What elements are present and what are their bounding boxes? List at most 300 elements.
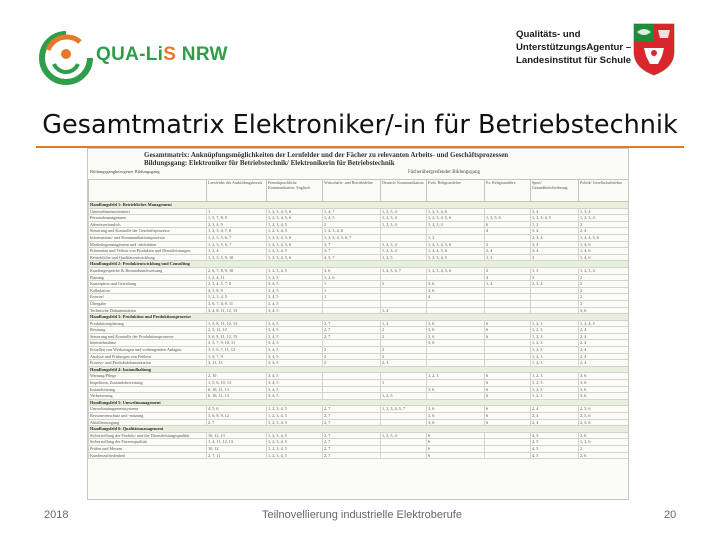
table-cell: 1, 2, 4, 5 [579,320,629,327]
table-cell [381,439,427,446]
table-cell: 10, 12, 13 [207,432,267,439]
table-cell: 3, 6 [427,320,485,327]
table-cell: Prüfen und Messen [89,445,207,452]
table-cell: 2, 3, 4, 9 [207,221,267,228]
table-cell: 3, 6 [427,340,485,347]
table-cell: 3, 4 [531,248,579,255]
table-cell: 3, 4, 5 [267,353,323,360]
table-row [89,353,629,360]
field-header-row [89,426,629,433]
table-cell: 2, 5, 11, 12 [207,327,267,334]
table-cell: 3, 6 [579,307,629,314]
table-cell: 2, 4 [579,333,629,340]
table-cell: 2, 6, 7, 8, 9, 10 [207,267,267,274]
table-cell: 6 [485,320,531,327]
table-row [89,380,629,387]
table-cell: 3, 6, 8, 9, 12 [207,413,267,420]
table-cell: 3, 6 [427,281,485,288]
table-row [89,347,629,354]
table-cell: 1, 2, 3, 4 [381,215,427,222]
table-cell: 1, 4, 6 [579,254,629,261]
table-cell [323,373,381,380]
table-row [89,241,629,248]
table-cell: 6, 10, 11, 13 [207,386,267,393]
table-cell: 3, 6 [579,386,629,393]
table-cell: 2 [381,347,427,354]
table-cell [485,340,531,347]
table-cell: 1, 2, 3, 4, 5, 6 [267,234,323,241]
table-cell [427,274,485,281]
table-cell: 6 [485,419,531,426]
table-cell: 1, 2, 3 [427,373,485,380]
table-cell: 1, 2, 3, 4 [427,221,485,228]
table-cell: 1, 2, 5 [381,254,427,261]
table-cell: 1, 2, 3, 4, 5 [267,439,323,446]
table-row [89,281,629,288]
table-cell: 6 [485,221,531,228]
table-cell: 1, 2, 3 [531,340,579,347]
table-cell: 2, 4 [531,406,579,413]
header-cell [89,180,207,202]
table-cell: 1, 5, 6, 10, 13 [207,380,267,387]
header-cell: Sport/ Gesundheitsförderung [531,180,579,202]
table-row [89,327,629,334]
table-cell: 3, 4, 5 [267,333,323,340]
table-cell: Instandsetzung [89,386,207,393]
nrw-crest-icon [632,22,676,76]
table-cell [323,340,381,347]
table-cell [485,294,531,301]
table-cell [381,445,427,452]
table-cell: Abfallentsorgung [89,419,207,426]
table-cell: 2, 4 [579,327,629,334]
table-cell: 1, 2, 3, 4, 5, 6 [267,215,323,222]
table-row [89,215,629,222]
table-row [89,294,629,301]
table-cell: Handlungsfeld 4: Instandhaltung [89,366,629,373]
table-cell: 6 [427,445,485,452]
table-cell: 3 [531,274,579,281]
footer-title: Teilnovellierung industrielle Elektroberufe [262,509,462,521]
table-cell: 2 [323,360,381,367]
table-cell: Handlungsfeld 3: Produktion und Produktionsprozesse [89,314,629,321]
table-cell [485,452,531,459]
table-cell [323,300,381,307]
table-cell: Sicherstellung der Prozessqualität [89,439,207,446]
table-cell: 1, 2, 3, 4, 5 [427,254,485,261]
table-cell: 1, 2, 3 [267,274,323,281]
table-cell: 1, 2, 3, 4 [381,432,427,439]
table-cell: 2, 6 [579,452,629,459]
table-cell [381,413,427,420]
table-cell: 2, 4 [579,340,629,347]
table-cell: 3, 6 [579,380,629,387]
table-cell: Produktionsplanung [89,320,207,327]
header-cell: Ev. Religionslehre [485,180,531,202]
table-cell: Planung [89,274,207,281]
table-cell: 2, 7 [323,333,381,340]
table-cell: 3, 4, 5 [267,327,323,334]
table-cell: 6 [485,413,531,420]
table-cell [531,287,579,294]
table-cell [381,386,427,393]
qualis-emblem-icon [38,30,94,86]
table-cell: 2 [579,287,629,294]
table-cell: 4, 5 [531,439,579,446]
table-cell: 1, 2, 3, 4, 6 [427,208,485,215]
page-title: Gesamtmatrix Elektroniker/-in für Betriebstechnik [42,110,678,140]
table-cell: 3, 6 [427,327,485,334]
table-row [89,452,629,459]
table-cell: 1, 2, 3, 4 [381,248,427,255]
table-cell [485,360,531,367]
table-cell: 1, 2, 3, 5, 6, 7 [207,234,267,241]
table-cell: 6 [485,373,531,380]
table-cell [485,300,531,307]
table-cell: 2, 7 [323,439,381,446]
table-cell: 1, 2 [427,234,485,241]
table-row [89,373,629,380]
table-cell [381,300,427,307]
table-cell: Sicherstellung der Produkt- und der Dienstleistungsqualität [89,432,207,439]
table-cell: 4, 5, 6 [207,406,267,413]
table-cell: 3, 4 [531,241,579,248]
table-cell: 1, 3 [531,267,579,274]
table-row [89,287,629,294]
table-cell: 1, 2, 3 [531,347,579,354]
table-row [89,432,629,439]
table-cell: Übergabe [89,300,207,307]
table-cell: 1, 2, 3 [531,360,579,367]
table-row [89,320,629,327]
table-cell: 6 [485,333,531,340]
table-cell: 1, 2, 3, 4 [579,267,629,274]
table-cell: 2, 7 [323,320,381,327]
table-cell: 2 [485,241,531,248]
table-cell [485,347,531,354]
table-cell: 1, 2, 3 [531,373,579,380]
table-cell: 1, 2, 3, 4, 5, 7 [381,406,427,413]
table-cell: Handlungsfeld 2: Produktentwicklung und Consulting [89,261,629,268]
table-cell: 3, 4, 5 [267,373,323,380]
field-header-row [89,399,629,406]
document-heading: Gesamtmatrix: Anknüpfungsmöglichkeiten der Lernfelder und der Fächer zu relevanten Arbeits- und Geschäftsprozessen Bildungsgang: Elektroniker für Betriebstechnik/ Elektronikerin für Betriebstechnik [144,151,509,167]
table-cell: 3, 4 [531,228,579,235]
table-cell: 2 [579,274,629,281]
table-cell: Inspektion, Zustandsbewertung [89,380,207,387]
table-cell: 6 [485,386,531,393]
table-cell: 4, 5, 8, 9 [207,287,267,294]
table-cell: 1, 2, 3, 4, 5 [267,248,323,255]
qualis-logo [38,28,228,88]
table-cell: Kalkulation [89,287,207,294]
table-cell: Betriebliche und Qualitätsentwicklung [89,254,207,261]
table-cell [381,274,427,281]
table-cell: 3, 6 [427,386,485,393]
table-cell: 4, 5 [531,432,579,439]
table-cell: 6 [427,432,485,439]
table-cell: Unternehmensorientiert [89,208,207,215]
table-cell: 1, 2, 3, 4, 6 [323,228,381,235]
table-cell: 1, 2, 4, 11 [207,274,267,281]
table-cell [427,300,485,307]
table-row [89,234,629,241]
table-cell: 1, 4, 11, 12, 13 [207,439,267,446]
table-cell: 3, 6 [579,393,629,400]
table-cell: 3, 6, 7, 8, 9, 11 [207,300,267,307]
table-cell: 3, 4, 5 [267,300,323,307]
table-cell: 6 [485,406,531,413]
table-cell: 2, 7 [323,406,381,413]
table-row [89,393,629,400]
table-cell: 1, 2, 3, 4, 5 [207,294,267,301]
table-cell: Erstellen von Werkzeugen und vorbeugenden Anlagen [89,347,207,354]
table-row [89,228,629,235]
corner-label: Bildungsgangbezogener Bildungsgang [90,169,160,174]
table-cell: 2, 3 [381,360,427,367]
table-cell: 1, 4, 6 [579,248,629,255]
table-cell: 3, 4, 5 [267,320,323,327]
table-cell [427,307,485,314]
table-cell: 1, 3, 4 [579,208,629,215]
table-cell: 3, 11, 13 [207,360,267,367]
header-cell: Deutsch/ Kommunikation [381,180,427,202]
table-cell: 1, 2, 3, 4, 5, 6, 7 [323,234,381,241]
table-row [89,274,629,281]
table-cell: 3, 6 [427,413,485,420]
table-cell: 1, 2, 3, 4, 7, 8 [207,228,267,235]
table-cell [531,300,579,307]
field-header-row [89,314,629,321]
table-cell [381,234,427,241]
table-cell [427,393,485,400]
table-cell: 3, 4, 5 [267,347,323,354]
table-cell: 1, 2, 3 [381,393,427,400]
table-row [89,439,629,446]
table-row [89,360,629,367]
table-cell: 1, 2, 3, 4, 5 [267,419,323,426]
table-cell: 2 [381,333,427,340]
table-cell: 3, 6 [323,267,381,274]
table-cell: 1, 5, 8, 11, 12, 13 [207,320,267,327]
header-cell: Evth. Religionslehre [427,180,485,202]
table-cell: 6 [485,393,531,400]
table-cell: Ressourcenschutz und -nutzung [89,413,207,420]
table-cell: 3, 4, 5 [267,287,323,294]
table-cell: 1, 6, 7, 9 [207,353,267,360]
table-cell [485,287,531,294]
table-cell: 3, 4, 5 [267,307,323,314]
table-cell: 2, 4 [579,347,629,354]
table-cell: 2 [381,353,427,360]
table-cell: 1, 4 [381,307,427,314]
table-cell: 2 [323,353,381,360]
table-cell: 1, 2, 3, 4 [381,221,427,228]
table-cell: 2 [323,221,381,228]
table-cell: 3, 6 [427,406,485,413]
table-cell: 1, 2 [381,320,427,327]
table-cell: 2, 7 [323,419,381,426]
table-cell: 6 [485,380,531,387]
matrix-body [89,202,629,459]
table-cell [381,373,427,380]
header-row [89,180,629,202]
table-cell: 1, 2, 4, 5, 6 [427,248,485,255]
table-cell: 1, 2, 3, 4, 5, 6 [427,215,485,222]
table-cell: 1, 2, 3, 4, 5 [267,267,323,274]
table-cell: Handlungsfeld 1: Betriebliches Management [89,202,629,209]
table-cell: 3 [579,221,629,228]
table-cell: 1, 2, 3, 4, 5, 6 [267,254,323,261]
table-cell: 2, 7, 11 [207,452,267,459]
table-cell [531,307,579,314]
table-cell: 1, 2, 3, 4 [381,208,427,215]
sub-label: Fächerübergreifender Bildungsgang [408,170,480,175]
table-cell: 1, 2, 3 [531,327,579,334]
table-cell: 1, 2, 3, 4, 5 [267,406,323,413]
table-cell [381,287,427,294]
table-cell: 3, 6 [427,287,485,294]
matrix-table [88,179,629,459]
table-cell: Personalmanagement [89,215,207,222]
table-cell: 3, 4, 5 [267,360,323,367]
table-cell [381,294,427,301]
table-cell: 2, 3, 4 [531,281,579,288]
table-cell: 1, 2, 3, 6, 7 [381,267,427,274]
table-cell: 10, 12 [207,445,267,452]
table-cell: 1, 3, 5, 6 [485,215,531,222]
table-cell: 2 [579,445,629,452]
table-cell: 2 [323,347,381,354]
table-cell: 1, 2, 3, 4, 5 [267,221,323,228]
table-cell: 1, 4, 6 [579,241,629,248]
table-cell [381,419,427,426]
table-cell: 2, 7 [323,327,381,334]
table-row [89,406,629,413]
page-number: 20 [664,509,677,521]
table-cell: 1, 2, 3, 4, 5 [267,445,323,452]
table-cell: Steuerung und Kontrolle der Geschäftsprozesse [89,228,207,235]
table-cell: 3, 4, 5 [267,294,323,301]
table-row [89,445,629,452]
table-cell [323,393,381,400]
table-cell: 3, 7 [323,241,381,248]
table-cell: 2, 5, 6 [579,406,629,413]
field-header-row [89,366,629,373]
table-cell: 1, 2, 3, 4, 5 [267,413,323,420]
table-row [89,208,629,215]
table-cell: 5 [381,281,427,288]
table-cell: Entwurf [89,294,207,301]
table-cell: Analyse und Prüfungen von Fehlern [89,353,207,360]
table-cell [427,347,485,354]
table-cell: 6 [427,439,485,446]
table-cell: Kundenzufriedenheit [89,452,207,459]
table-cell: 3, 6 [579,373,629,380]
table-cell: 4, 5 [531,452,579,459]
table-cell: 1, 2, 3, 4, 5, 6 [267,241,323,248]
field-header-row [89,202,629,209]
table-cell: 1, 3 [485,254,531,261]
table-cell: 2 [485,267,531,274]
table-cell: 6 [485,327,531,334]
table-cell: 2, 7 [323,445,381,452]
table-cell: 3, 5, 6, 7, 11, 12 [207,347,267,354]
table-cell: 2, 6 [579,432,629,439]
table-cell: 1, 2, 3 [531,386,579,393]
table-row [89,413,629,420]
table-cell: 1, 4, 7 [323,208,381,215]
table-cell: 1, 5, 7, 8, 9 [207,215,267,222]
table-cell: 1, 2, 3, 4, 5 [267,432,323,439]
table-cell: Inbetriebnahme [89,340,207,347]
table-row [89,300,629,307]
table-cell [323,386,381,393]
table-cell: 2, 4 [531,419,579,426]
table-row [89,340,629,347]
header-cell: Wirtschafts- und Betriebslehre [323,180,381,202]
table-row [89,307,629,314]
table-cell [485,353,531,360]
table-cell: 1, 2, 3 [531,320,579,327]
table-cell [427,228,485,235]
table-cell: Technische Dokumentation [89,307,207,314]
table-cell: 3, 5, 7, 9, 10, 11 [207,340,267,347]
table-cell [427,380,485,387]
table-cell: 1 [381,380,427,387]
field-header-row [89,261,629,268]
table-cell: 1, 2, 3 [531,393,579,400]
table-cell [485,445,531,452]
table-cell: 2, 4 [531,413,579,420]
table-cell: 2, 7 [207,419,267,426]
table-row [89,419,629,426]
table-cell [485,307,531,314]
table-cell: 2 [381,327,427,334]
table-cell: 2, 4 [579,360,629,367]
table-cell [381,228,427,235]
matrix-document [87,148,629,500]
table-cell: 2, 10 [207,373,267,380]
table-cell: 1 [323,287,381,294]
table-cell: Umweltmanagementsysteme [89,406,207,413]
table-cell: 2, 4 [579,353,629,360]
table-cell [485,208,531,215]
table-cell: Prävention und Verlust von Produkten und Dienstleistungen [89,248,207,255]
table-cell [531,294,579,301]
table-cell: 2, 3, 4, 5, 7, 8 [207,281,267,288]
table-cell: 3, 4 [531,208,579,215]
table-cell: 4 [485,274,531,281]
table-cell: Verbesserung [89,393,207,400]
table-cell: Steuerung und Kontrolle der Produktionsprozesse [89,333,207,340]
table-cell: 1, 2, 3 [531,353,579,360]
table-cell [485,439,531,446]
table-cell [381,452,427,459]
table-cell [323,307,381,314]
table-cell: 2, 4 [485,248,531,255]
table-cell: 4 [427,294,485,301]
table-cell: 2, 7 [323,452,381,459]
table-cell [381,340,427,347]
table-cell [427,360,485,367]
table-cell: 1, 2, 3 [531,380,579,387]
logo-wordmark: QUA-LiS NRW [96,44,228,65]
institute-name: Qualitäts- und UnterstützungsAgentur – Landesinstitut für Schule [516,29,632,66]
table-cell: 1 [323,281,381,288]
table-cell: Informations- und Kommunikationsprozesse [89,234,207,241]
table-cell: Marketingmanagement und -aktivitäten [89,241,207,248]
